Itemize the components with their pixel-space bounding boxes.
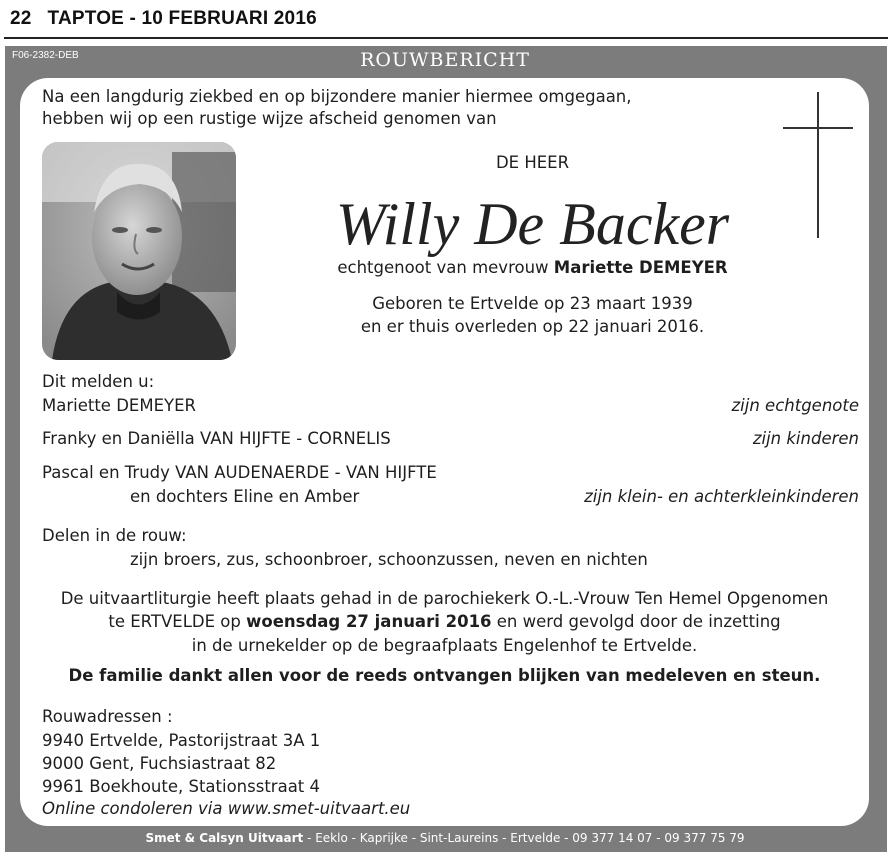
family-names-line-2: en dochters Eline en Amber: [130, 487, 360, 506]
condolence-link[interactable]: Online condoleren via www.smet-uitvaart.eu: [42, 799, 411, 818]
funeral-date: woensdag 27 januari 2016: [246, 612, 492, 631]
announced-by-label: Dit melden u:: [42, 372, 155, 391]
spouse-line: [310, 260, 755, 277]
spouse-name: Mariette DEMEYER: [553, 258, 728, 277]
footer-firm: Smet & Calsyn Uitvaart: [145, 831, 304, 845]
family-names: Franky en Daniëlla VAN HIJFTE - CORNELIS: [42, 429, 391, 448]
address-line: 9000 Gent, Fuchsiastraat 82: [42, 754, 277, 773]
deceased-name: Willy De Backer: [335, 191, 730, 257]
family-names: Pascal en Trudy VAN AUDENAERDE - VAN HIJFTE: [42, 463, 437, 482]
thanks-line: De familie dankt allen voor de reeds ontvangen blijken van medeleven en steun.: [68, 666, 821, 685]
birth-line: Geboren te Ertvelde op 23 maart 1939: [372, 294, 693, 313]
funeral-line-2: [20, 614, 869, 631]
funeral-line-3: in de urnekelder op de begraafplaats Engelenhof te Ertvelde.: [191, 636, 698, 655]
cross-bar: [783, 127, 853, 129]
footer: [0, 831, 890, 845]
notice-heading: ROUWBERICHT: [360, 49, 530, 71]
footer-details: - Eeklo - Kaprijke - Sint-Laureins - Ertvelde - 09 377 14 07 - 09 377 75 79: [303, 831, 745, 845]
reference-code: F06-2382-DEB: [12, 50, 79, 61]
page-header: [10, 8, 317, 30]
intro-line-1: Na een langdurig ziekbed en op bijzondere manier hiermee omgegaan,: [42, 87, 632, 106]
address-line: 9961 Boekhoute, Stationsstraat 4: [42, 777, 321, 796]
addresses-label: Rouwadressen :: [42, 707, 173, 726]
family-relation: zijn kinderen: [752, 429, 859, 448]
portrait-photo: [42, 142, 236, 360]
address-line: 9940 Ertvelde, Pastorijstraat 3A 1: [42, 731, 321, 750]
honorific: DE HEER: [495, 153, 570, 172]
mourning-label: Delen in de rouw:: [42, 526, 187, 545]
header-rule: [4, 37, 888, 39]
family-relation: zijn echtgenote: [731, 396, 859, 415]
latin-cross-icon: [817, 92, 819, 238]
publication-title: TAPTOE - 10 FEBRUARI 2016: [47, 8, 317, 29]
family-relation: zijn klein- en achterkleinkinderen: [584, 487, 859, 506]
family-names: Mariette DEMEYER: [42, 396, 196, 415]
mourning-text: zijn broers, zus, schoonbroer, schoonzussen, neven en nichten: [130, 550, 648, 569]
funeral-line-2-post: en werd gevolgd door de inzetting: [491, 612, 781, 631]
funeral-line-1: De uitvaartliturgie heeft plaats gehad in de parochiekerk O.-L.-Vrouw Ten Hemel Opgenomen: [60, 589, 829, 608]
page-number: 22: [10, 8, 32, 29]
death-line: en er thuis overleden op 22 januari 2016.: [360, 317, 705, 336]
spouse-prefix: echtgenoot van mevrouw: [337, 258, 549, 277]
intro-line-2: hebben wij op een rustige wijze afscheid genomen van: [42, 109, 497, 128]
funeral-line-2-pre: te ERTVELDE op: [108, 612, 247, 631]
